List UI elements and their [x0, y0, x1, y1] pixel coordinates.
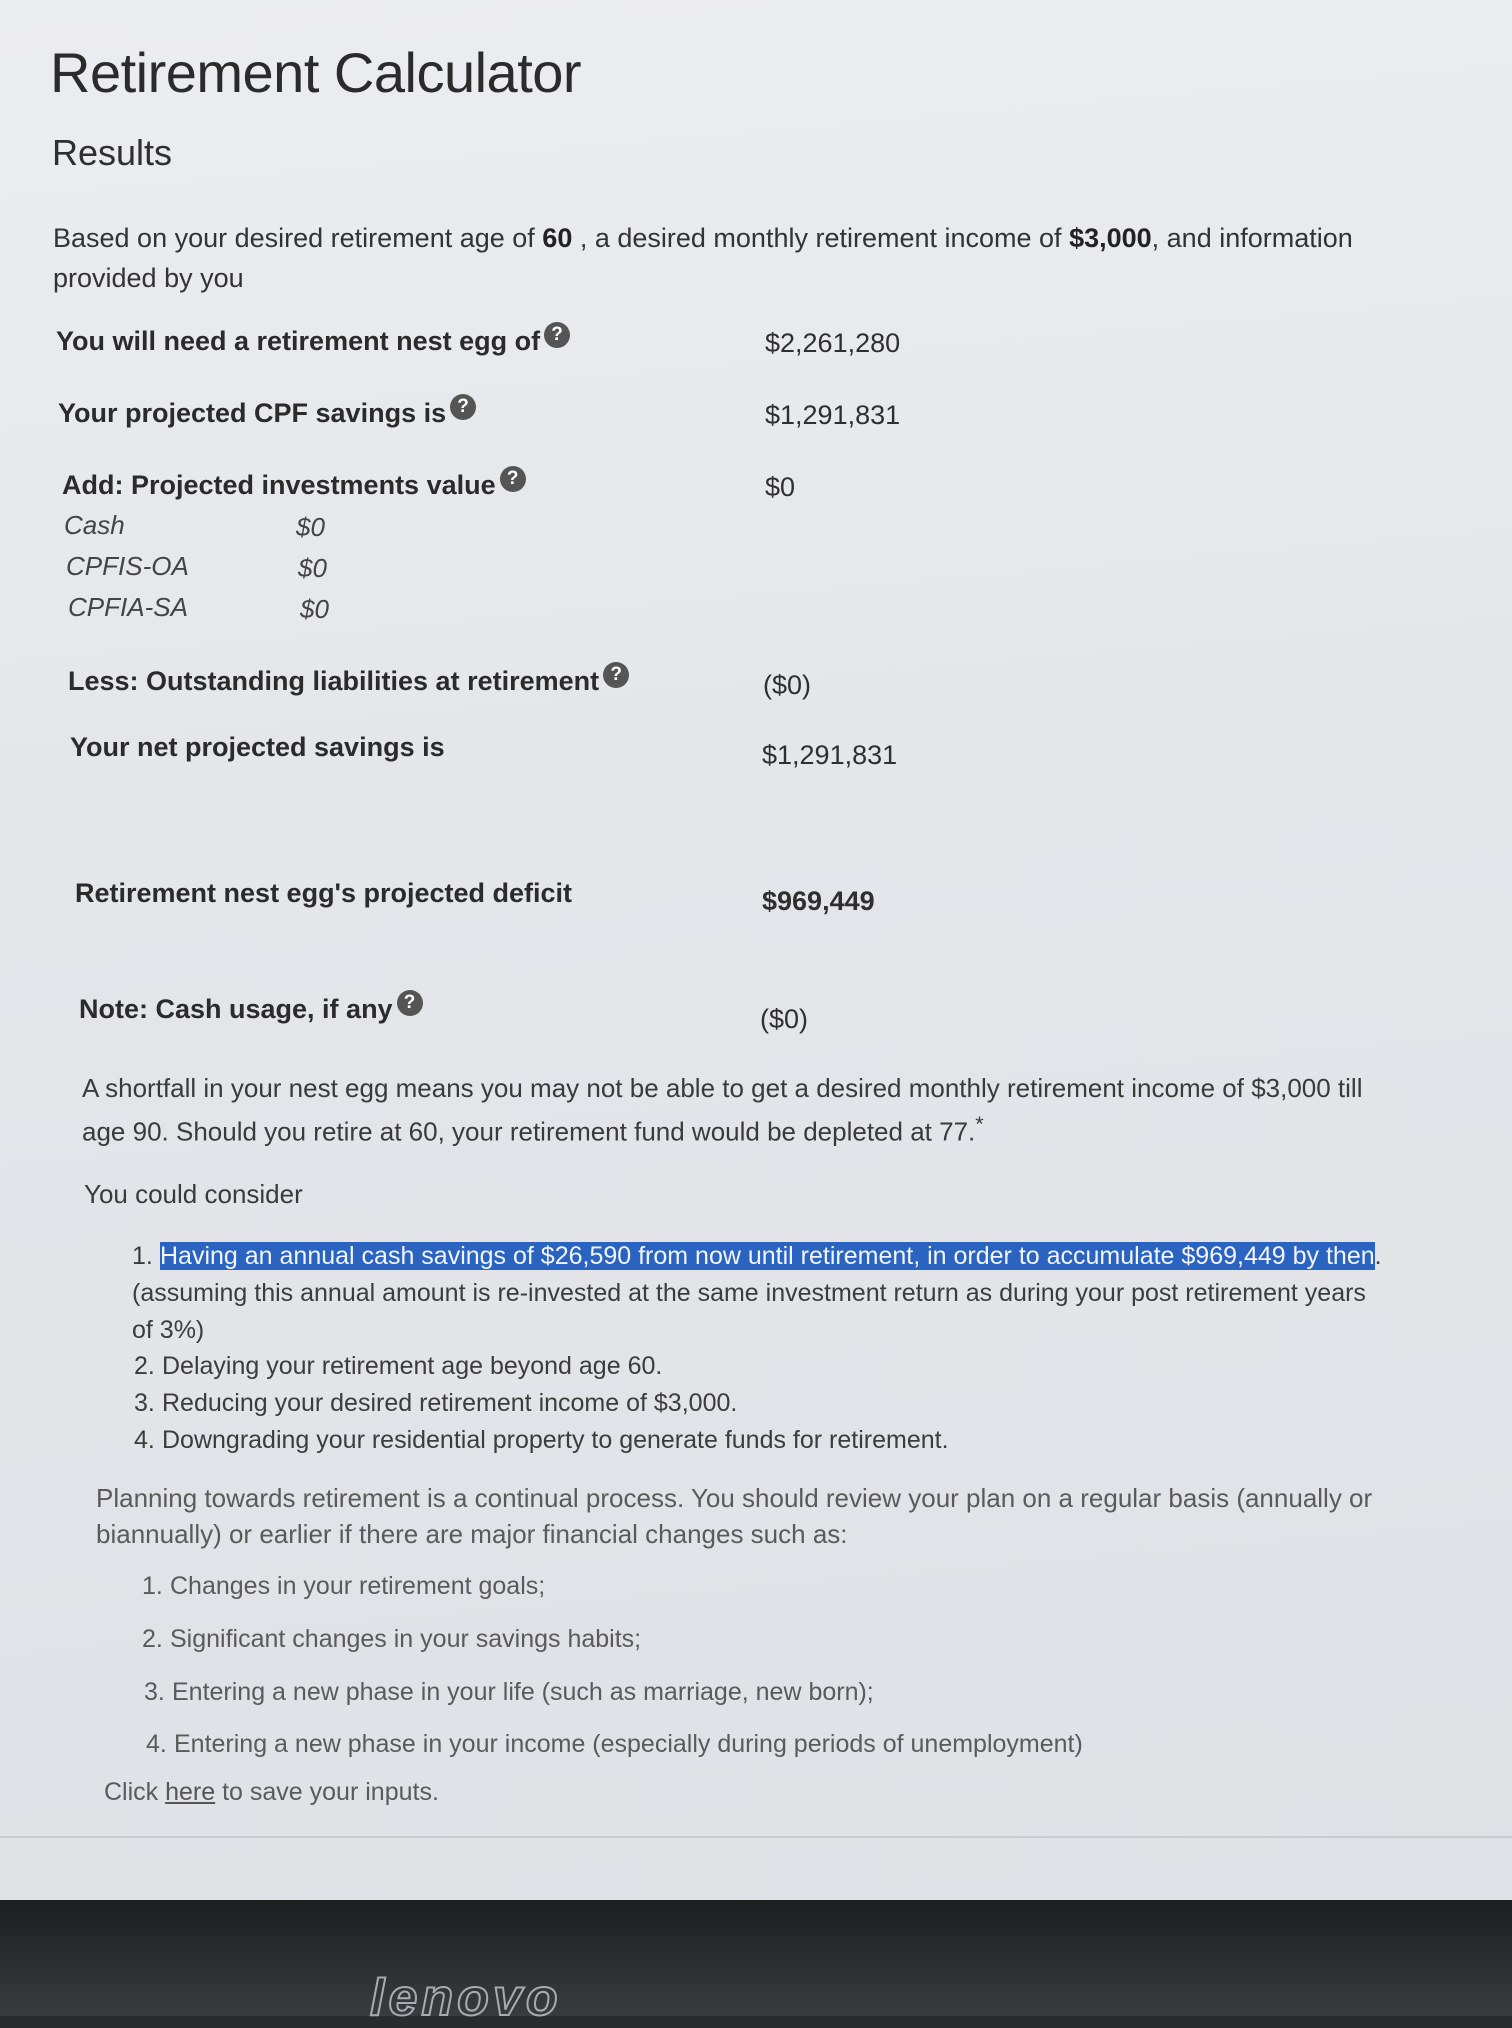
list-item-text: Changes in your retirement goals; — [170, 1572, 546, 1600]
cash-usage-label-text: Note: Cash usage, if any — [79, 994, 393, 1024]
list-number: 2. — [134, 1352, 155, 1380]
planning-text: Planning towards retirement is a continual process. You should review your plan on a regular basis (annually or biannually) or earlier if there are major financial changes such as: — [96, 1483, 1373, 1549]
list-number: 3. — [134, 1389, 155, 1417]
list-item-text: Entering a new phase in your income (especially during periods of unemployment) — [174, 1730, 1083, 1758]
save-inputs-link[interactable]: here — [165, 1778, 216, 1806]
intro-income: $3,000 — [1069, 223, 1152, 253]
save-suffix: to save your inputs. — [215, 1778, 439, 1806]
investments-label-text: Add: Projected investments value — [62, 470, 496, 500]
divider — [0, 1836, 1512, 1838]
nest-egg-label-text: You will need a retirement nest egg of — [56, 326, 541, 356]
investment-item-name: CPFIA-SA — [68, 592, 188, 622]
highlighted-text[interactable]: Having an annual cash savings of $26,590 from now until retirement, in order to accumulate $969,449 by then — [160, 1242, 1375, 1270]
list-item — [134, 1422, 949, 1459]
deficit-label: Retirement nest egg's projected deficit — [75, 878, 573, 908]
investment-item-name: CPFIS-OA — [66, 551, 189, 581]
nest-egg-label — [56, 322, 570, 357]
investment-item-name: Cash — [64, 510, 125, 540]
liabilities-label — [68, 662, 629, 697]
list-item — [134, 1348, 662, 1385]
liabilities-value: ($0) — [763, 670, 812, 700]
deficit-value: $969,449 — [762, 886, 875, 916]
cash-usage-label — [79, 990, 423, 1025]
help-icon[interactable]: ? — [397, 990, 423, 1016]
investments-label — [62, 466, 526, 501]
investments-value: $0 — [765, 472, 796, 502]
help-icon[interactable]: ? — [450, 394, 476, 420]
investment-item-value: $0 — [298, 553, 327, 583]
list-item-text: Delaying your retirement age beyond age 60. — [162, 1352, 663, 1380]
list-item — [144, 1674, 874, 1711]
intro-part-3: , and information provided by you — [53, 223, 1353, 293]
consider-heading: You could consider — [84, 1179, 303, 1209]
list-number: 4. — [146, 1730, 167, 1758]
list-item-text: Significant changes in your savings habits; — [170, 1625, 642, 1653]
net-savings-label: Your net projected savings is — [70, 732, 445, 762]
monitor-logo: lenovo — [370, 1969, 562, 2027]
liabilities-label-text: Less: Outstanding liabilities at retirement — [68, 666, 600, 696]
cpf-savings-value: $1,291,831 — [765, 400, 901, 430]
page-title: Retirement Calculator — [50, 41, 582, 104]
intro-age: 60 — [542, 223, 573, 253]
monitor-bezel — [0, 1900, 1512, 2016]
list-item-text: Reducing your desired retirement income of $3,000. — [162, 1389, 738, 1417]
cpf-savings-label — [58, 394, 476, 429]
help-icon[interactable]: ? — [603, 662, 629, 688]
list-item-rest: . (assuming this annual amount is re-invested at the same investment return as during your post retirement years of 3%) — [132, 1242, 1382, 1344]
intro-part-1: Based on your desired retirement age of — [53, 223, 543, 253]
list-number: 3. — [144, 1678, 165, 1706]
footnote-mark: * — [975, 1111, 984, 1136]
list-item — [134, 1385, 737, 1422]
list-number: 4. — [134, 1426, 155, 1454]
list-item-text: Downgrading your residential property to generate funds for retirement. — [162, 1426, 949, 1454]
shortfall-text — [82, 1070, 1382, 1150]
save-inputs-text — [104, 1774, 439, 1811]
results-heading: Results — [52, 132, 173, 173]
list-number: 1. — [142, 1572, 163, 1600]
list-item — [142, 1621, 641, 1658]
list-number: 1. — [132, 1242, 153, 1270]
net-savings-value: $1,291,831 — [762, 740, 898, 770]
list-item — [146, 1726, 1083, 1763]
shortfall-sentence: A shortfall in your nest egg means you may not be able to get a desired monthly retirement income of $3,000 till age 90. Should you retire at 60, your retirement fund would be depleted at 77. — [82, 1073, 1363, 1147]
save-prefix: Click — [104, 1778, 166, 1806]
list-number: 2. — [142, 1625, 163, 1653]
intro-text — [53, 218, 1393, 298]
list-item — [142, 1568, 545, 1605]
list-item-text: Entering a new phase in your life (such as marriage, new born); — [172, 1678, 874, 1706]
help-icon[interactable]: ? — [544, 322, 570, 348]
help-icon[interactable]: ? — [500, 466, 526, 492]
nest-egg-value: $2,261,280 — [765, 328, 901, 358]
intro-part-2: , a desired monthly retirement income of — [572, 223, 1070, 253]
cpf-savings-label-text: Your projected CPF savings is — [58, 398, 447, 428]
list-item — [132, 1238, 1392, 1349]
cash-usage-value: ($0) — [760, 1004, 809, 1034]
investment-item-value: $0 — [296, 512, 325, 542]
investment-item-value: $0 — [300, 594, 329, 624]
